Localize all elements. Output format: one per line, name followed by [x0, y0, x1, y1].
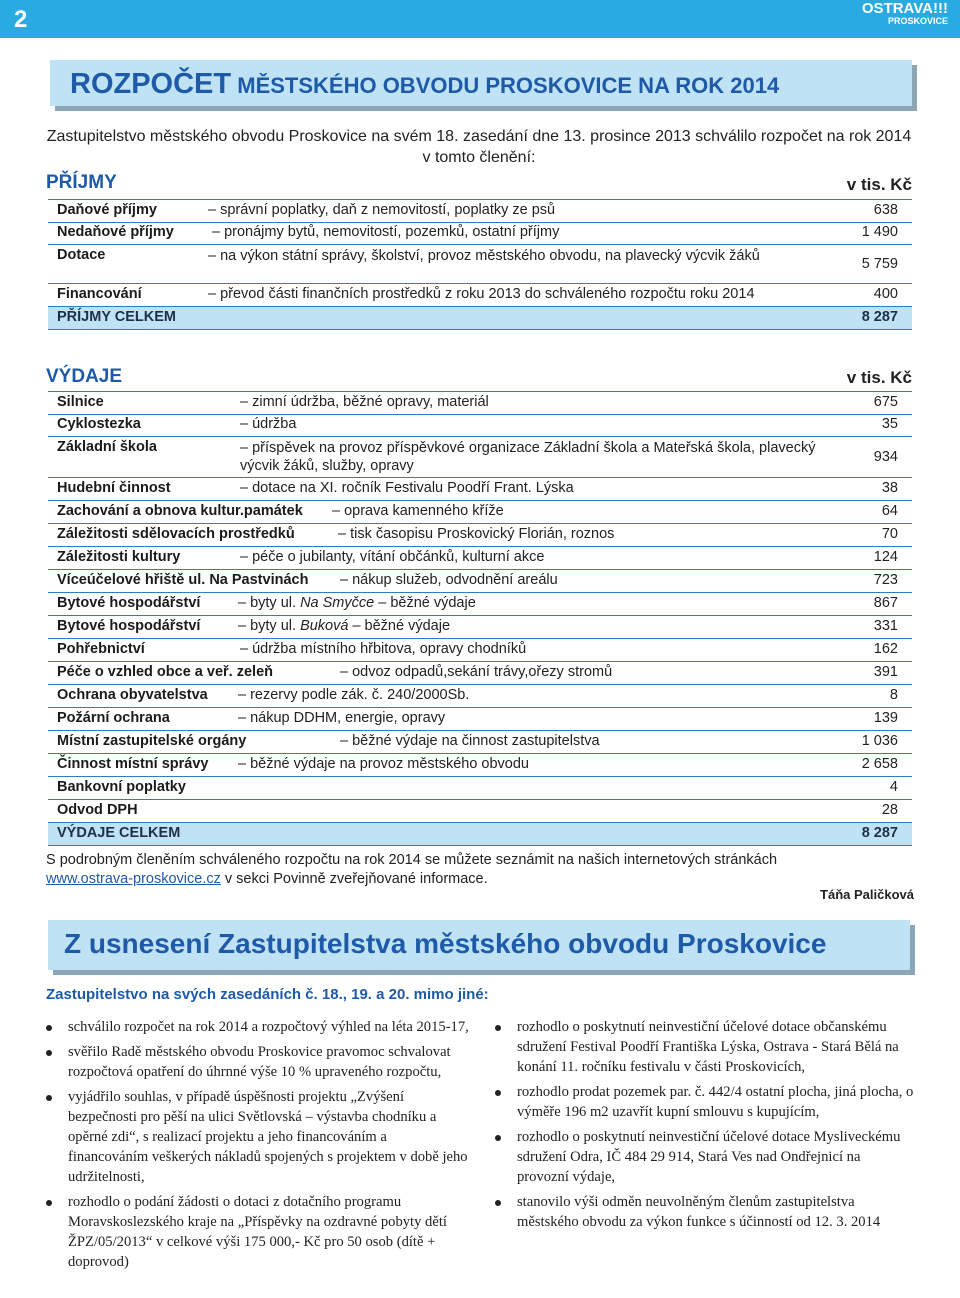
desc-part: – byty ul. — [238, 595, 301, 611]
table-row — [48, 616, 912, 639]
row-desc: – nákup DDHM, energie, opravy — [238, 710, 446, 726]
row-desc: – údržba místního hřbitova, opravy chodníků — [240, 641, 527, 657]
row-desc: – oprava kamenného kříže — [332, 503, 504, 519]
table-row — [48, 524, 912, 547]
table-row — [48, 593, 912, 616]
row-desc — [238, 595, 476, 611]
header-bar — [0, 0, 960, 38]
table-row — [48, 478, 912, 501]
row-desc: – pronájmy bytů, nemovitostí, pozemků, ostatní příjmy — [212, 224, 560, 240]
row-amount: 162 — [873, 641, 898, 657]
bullet-icon — [495, 1090, 501, 1096]
table-row — [48, 754, 912, 777]
table-row — [48, 662, 912, 685]
row-desc: – zimní údržba, běžné opravy, materiál — [240, 394, 489, 410]
list-item — [495, 1082, 915, 1122]
row-amount: 400 — [873, 286, 898, 302]
table-row — [48, 245, 912, 284]
row-label: Víceúčelové hřiště ul. Na Pastvinách — [57, 572, 309, 588]
list-item-text: rozhodlo o poskytnutí neinvestiční účelové dotace Mysliveckému sdružení Odra, IČ 484 29 914, Stará Ves nad Ondřejnicí na provozní výdaje, — [517, 1129, 901, 1185]
row-amount: 675 — [873, 394, 898, 410]
row-label: Záležitosti kultury — [57, 549, 181, 565]
row-desc: – na výkon státní správy, školství, provoz městského obvodu, na plavecký výcvik žáků — [208, 248, 760, 264]
bullet-icon — [495, 1025, 501, 1031]
row-label: Záležitosti sdělovacích prostředků — [57, 526, 295, 542]
table-row — [48, 437, 912, 478]
row-desc: – tisk časopisu Proskovický Florián, roznos — [338, 526, 615, 542]
row-label: Silnice — [57, 394, 104, 410]
street-name: Na Smyčce — [300, 595, 375, 611]
row-desc: – odvoz odpadů,sekání trávy,ořezy stromů — [340, 664, 613, 680]
page-number: 2 — [14, 6, 28, 33]
row-amount: 8 — [889, 687, 898, 703]
list-item-text: schválilo rozpočet na rok 2014 a rozpočtový výhled na léta 2015-17, — [68, 1019, 469, 1035]
total-amount: 8 287 — [861, 309, 898, 325]
budget-title-box — [50, 60, 912, 106]
list-item-text: vyjádřilo souhlas, v případě úspěšnosti projektu „Zvýšení bezpečnosti pro pěší na ulici Světlovská – výstavba chodníku a opěrné zdi“, s realizací projektu a jeho financováním a financováním veškerých nákladů spojených s projektem v době jeho udržitelnosti, — [68, 1089, 468, 1185]
row-desc — [238, 618, 450, 634]
resolutions-title: Z usnesení Zastupitelstva městského obvodu Proskovice — [64, 928, 827, 959]
row-desc: – správní poplatky, daň z nemovitostí, poplatky ze psů — [208, 202, 556, 218]
table-row — [48, 391, 912, 415]
total-label: VÝDAJE CELKEM — [57, 825, 181, 841]
table-row — [48, 685, 912, 708]
row-desc: – péče o jubilanty, vítání občánků, kulturní akce — [240, 549, 545, 565]
table-row — [48, 570, 912, 593]
list-item-text: rozhodlo prodat pozemek par. č. 442/4 ostatní plocha, jiná plocha, o výměře 196 m2 uzavřít kupní smlouvu s kupujícím, — [517, 1084, 914, 1120]
row-amount: 867 — [873, 595, 898, 611]
table-row — [48, 199, 912, 223]
row-amount: 5 759 — [861, 256, 898, 272]
income-unit: v tis. Kč — [846, 175, 912, 194]
list-item — [46, 1017, 470, 1037]
row-amount: 391 — [873, 664, 898, 680]
table-row — [48, 800, 912, 823]
bullet-icon — [495, 1135, 501, 1141]
intro-text: Zastupitelstvo městského obvodu Proskovice na svém 18. zasedání dne 13. prosince 2013 schválilo rozpočet na rok 2014 v tomto členění: — [46, 128, 912, 166]
row-amount: 28 — [881, 802, 898, 818]
row-amount: 38 — [881, 480, 898, 496]
row-label: Odvod DPH — [57, 802, 138, 818]
row-label: Daňové příjmy — [57, 202, 157, 218]
bullet-icon — [495, 1200, 501, 1206]
list-item-text: stanovilo výši odměn neuvolněným členům zastupitelstva městského obvodu za výkon funkce s účinností od 12. 3. 2014 — [517, 1194, 881, 1230]
row-label: Činnost místní správy — [57, 756, 209, 772]
expenses-table — [48, 391, 912, 845]
row-label: Bytové hospodářství — [57, 595, 201, 611]
row-desc: – rezervy podle zák. č. 240/2000Sb. — [238, 687, 470, 703]
desc-part: – běžné výdaje — [348, 618, 451, 634]
street-name: Buková — [300, 618, 349, 634]
income-heading: PŘÍJMY — [46, 172, 117, 193]
row-label: Hudební činnost — [57, 480, 171, 496]
row-label: Cyklostezka — [57, 416, 141, 432]
row-desc: – příspěvek na provoz příspěvkové organizace Základní škola a Mateřská škola, plavecký výcvik žáků, služby, opravy — [240, 440, 816, 474]
total-label: PŘÍJMY CELKEM — [57, 309, 176, 325]
row-amount: 1 036 — [861, 733, 898, 749]
note-text: S podrobným členěním schváleného rozpočtu na rok 2014 se můžete seznámit na našich internetových stránkách — [46, 852, 778, 868]
row-desc: – převod části finančních prostředků z roku 2013 do schváleného rozpočtu roku 2014 — [208, 286, 755, 302]
list-item-text: svěřilo Radě městského obvodu Proskovice pravomoc schvalovat rozpočtová opatření do úhrnné výše 10 % upraveného rozpočtu, — [68, 1044, 451, 1080]
author-name: Táňa Paličková — [820, 887, 914, 902]
table-row — [48, 284, 912, 307]
table-row — [48, 731, 912, 754]
bullet-icon — [46, 1095, 52, 1101]
resolutions-title-box — [48, 920, 910, 970]
page-title — [70, 68, 779, 101]
row-amount: 124 — [873, 549, 898, 565]
list-item — [46, 1087, 470, 1187]
row-amount: 723 — [873, 572, 898, 588]
income-table — [48, 199, 912, 329]
title-rest: MĚSTSKÉHO OBVODU PROSKOVICE NA ROK 2014 — [231, 73, 780, 98]
row-desc: – běžné výdaje na provoz městského obvodu — [238, 756, 529, 772]
expenses-unit: v tis. Kč — [846, 368, 912, 387]
bullet-icon — [46, 1025, 52, 1031]
note-text-2: v sekci Povinně zveřejňované informace. — [220, 871, 488, 887]
brand-main: OSTRAVA!!! — [861, 0, 948, 17]
row-label: Dotace — [57, 247, 106, 263]
table-row — [48, 547, 912, 570]
row-amount: 638 — [873, 202, 898, 218]
row-label: Základní škola — [57, 439, 157, 455]
row-amount: 64 — [881, 503, 898, 519]
bullet-icon — [46, 1050, 52, 1056]
expenses-heading: VÝDAJE — [46, 366, 123, 387]
list-item — [495, 1017, 915, 1077]
budget-note — [46, 851, 916, 889]
website-link[interactable]: www.ostrava-proskovice.cz — [46, 871, 221, 887]
row-amount: 1 490 — [861, 224, 898, 240]
table-row — [48, 639, 912, 662]
row-amount: 70 — [881, 526, 898, 542]
expenses-total-row — [48, 823, 912, 846]
row-label: Místní zastupitelské orgány — [57, 733, 247, 749]
brand-sub: PROSKOVICE — [887, 16, 948, 26]
row-label: Nedaňové příjmy — [57, 224, 174, 240]
row-desc: – běžné výdaje na činnost zastupitelstva — [340, 733, 600, 749]
row-amount: 139 — [873, 710, 898, 726]
row-label: Péče o vzhled obce a veř. zeleň — [57, 664, 273, 680]
row-amount: 35 — [881, 416, 898, 432]
row-label: Bankovní poplatky — [57, 779, 186, 795]
row-label: Pohřebnictví — [57, 641, 145, 657]
brand-logo — [862, 1, 948, 26]
list-item-text: rozhodlo o podání žádosti o dotaci z dotačního programu Moravskoslezského kraje na „Příspěvky na ozdravné pobyty dětí ŽPZ/05/2013“ v celkové výši 175 000,- Kč pro 50 osob (dítě + doprovod) — [68, 1194, 447, 1270]
table-row — [48, 414, 912, 437]
desc-part: – běžné výdaje — [374, 595, 476, 611]
resolutions-left-column — [46, 1017, 470, 1277]
list-item — [495, 1127, 915, 1187]
row-desc: – údržba — [240, 416, 297, 432]
income-total-row — [48, 307, 912, 330]
table-row — [48, 501, 912, 524]
row-label: Bytové hospodářství — [57, 618, 201, 634]
row-amount: 331 — [873, 618, 898, 634]
title-main: ROZPOČET — [70, 68, 232, 100]
row-label: Financování — [57, 286, 142, 302]
table-row — [48, 777, 912, 800]
resolutions-subtitle: Zastupitelstvo na svých zasedáních č. 18., 19. a 20. mimo jiné: — [46, 986, 489, 1003]
table-row — [48, 708, 912, 731]
table-row — [48, 222, 912, 245]
desc-part: – byty ul. — [238, 618, 301, 634]
total-amount: 8 287 — [861, 825, 898, 841]
row-label: Zachování a obnova kultur.památek — [57, 503, 303, 519]
row-amount: 2 658 — [861, 756, 898, 772]
list-item — [495, 1192, 915, 1232]
row-label: Požární ochrana — [57, 710, 170, 726]
resolutions-right-column — [495, 1017, 915, 1237]
list-item — [46, 1192, 470, 1272]
row-amount: 934 — [873, 449, 898, 465]
row-label: Ochrana obyvatelstva — [57, 687, 208, 703]
list-item — [46, 1042, 470, 1082]
row-amount: 4 — [889, 779, 898, 795]
list-item-text: rozhodlo o poskytnutí neinvestiční účelové dotace občanskému sdružení Festival Poodří Františka Lýska, Ostrava - Stará Bělá na konání 11. ročníku festivalu v části Proskovicích, — [517, 1019, 899, 1075]
row-desc: – nákup služeb, odvodnění areálu — [340, 572, 558, 588]
row-desc: – dotace na XI. ročník Festivalu Poodří Frant. Lýska — [240, 480, 574, 496]
bullet-icon — [46, 1200, 52, 1206]
